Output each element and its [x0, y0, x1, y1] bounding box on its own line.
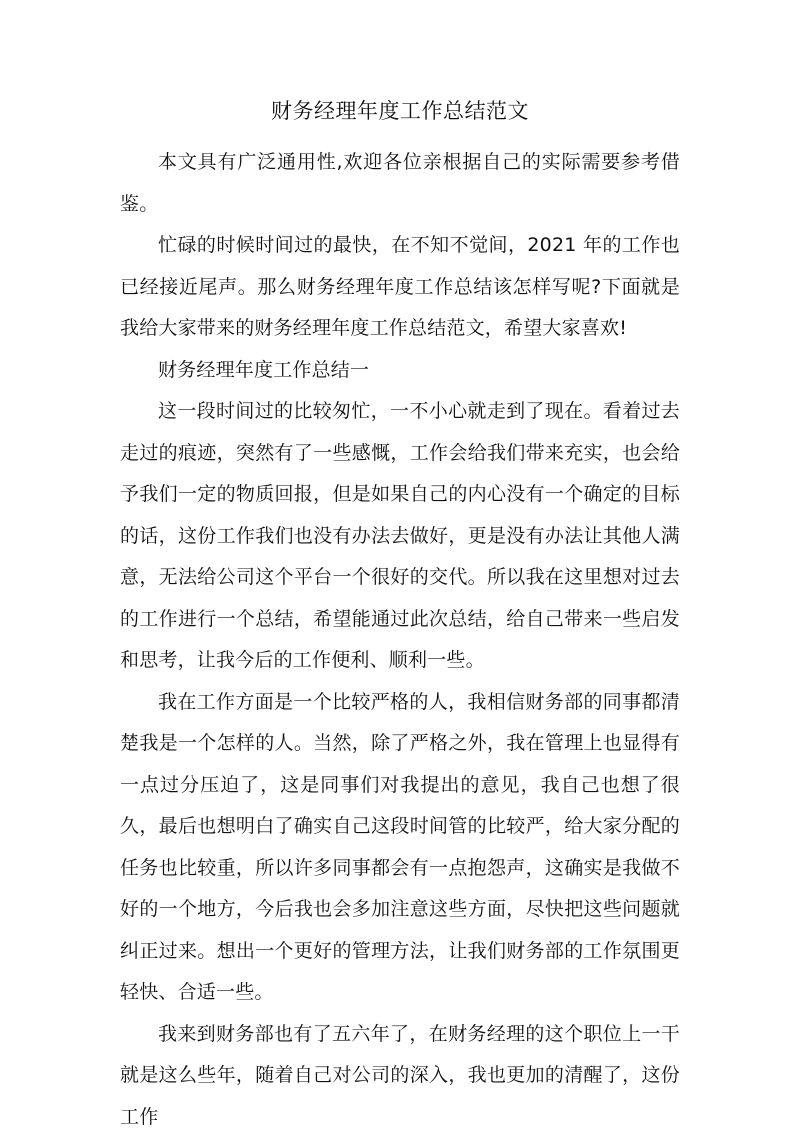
body-paragraph: 这一段时间过的比较匆忙，一不小心就走到了现在。看着过去走过的痕迹，突然有了一些感慨，工作会给我们带来充实，也会给予我们一定的物质回报，但是如果自己的内心没有一个确定的目标的话，这份工作我们也没有办法去做好，更是没有办法让其他人满意，无法给公司这个平台一个很好的交代。所以我在这里想对过去的工作进行一个总结，希望能通过此次总结，给自己带来一些启发和思考，让我今后的工作便利、顺利一些。	[120, 391, 680, 682]
section-heading: 财务经理年度工作总结一	[120, 350, 680, 392]
body-paragraph: 我在工作方面是一个比较严格的人，我相信财务部的同事都清楚我是一个怎样的人。当然，除了严格之外，我在管理上也显得有一点过分压迫了，这是同事们对我提出的意见，我自己也想了很久，最后也想明白了确实自己这段时间管的比较严，给大家分配的任务也比较重，所以许多同事都会有一点抱怨声，这确实是我做不好的一个地方，今后我也会多加注意这些方面，尽快把这些问题就纠正过来。想出一个更好的管理方法，让我们财务部的工作氛围更轻快、合适一些。	[120, 682, 680, 1014]
document-body	[120, 142, 680, 1138]
opening-paragraph: 忙碌的时候时间过的最快，在不知不觉间，2021 年的工作也已经接近尾声。那么财务经理年度工作总结该怎样写呢?下面就是我给大家带来的财务经理年度工作总结范文，希望大家喜欢!	[120, 225, 680, 350]
document-title: 财务经理年度工作总结范文	[0, 96, 800, 126]
intro-paragraph: 本文具有广泛通用性,欢迎各位亲根据自己的实际需要参考借鉴。	[120, 142, 680, 225]
body-paragraph: 我来到财务部也有了五六年了，在财务经理的这个职位上一干就是这么些年，随着自己对公司的深入，我也更加的清醒了，这份工作	[120, 1014, 680, 1138]
